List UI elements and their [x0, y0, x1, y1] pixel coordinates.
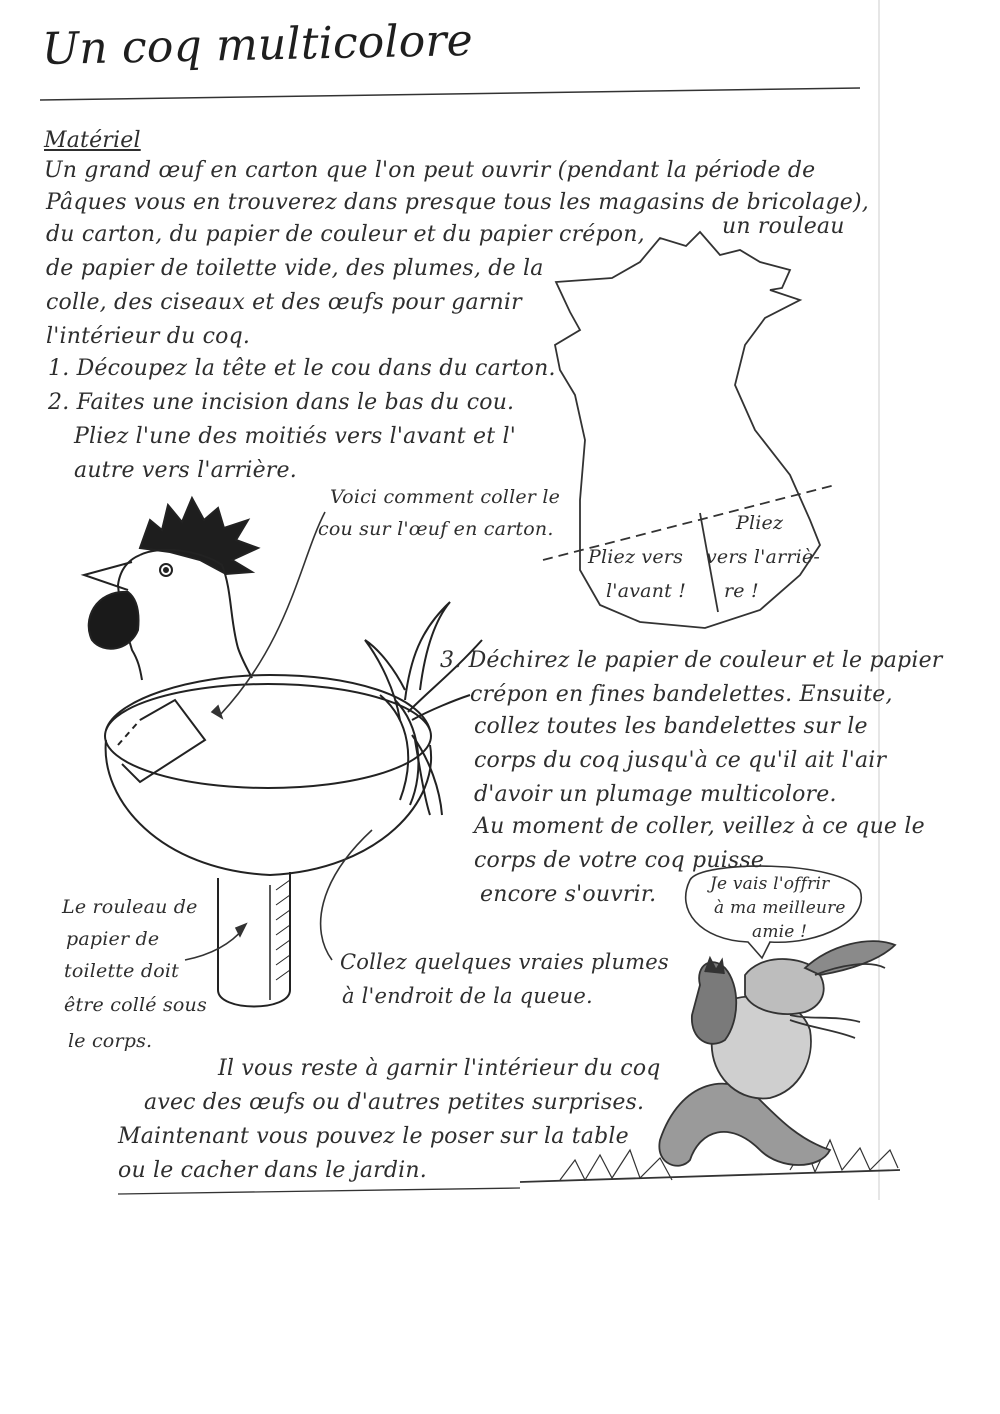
roll-line-2: papier de — [66, 928, 160, 950]
page-title: Un coq multicolore — [41, 14, 474, 75]
materiel-line-1: Un grand œuf en carton que l'on peut ouvrir (pendant la période de — [44, 158, 816, 183]
step-1: 1. Découpez la tête et le cou dans du carton. — [48, 356, 556, 381]
feathers-line-2: à l'endroit de la queue. — [342, 984, 593, 1008]
fold-forward-line-2: l'avant ! — [606, 580, 687, 602]
roll-line-1: Le rouleau de — [62, 896, 198, 918]
roll-line-4: être collé sous — [64, 994, 207, 1016]
fold-back-line-1: Pliez — [736, 512, 784, 534]
materiel-line-4: de papier de toilette vide, des plumes, de la — [46, 256, 544, 281]
fold-back-line-3: re ! — [724, 580, 759, 602]
materiel-line-2: Pâques vous en trouverez dans presque tous les magasins de bricolage), — [46, 190, 869, 215]
speech-line-2: à ma meilleure — [714, 898, 846, 918]
step-3-line-5: d'avoir un plumage multicolore. — [474, 782, 837, 807]
step-2-line-3: autre vers l'arrière. — [74, 458, 297, 483]
speech-line-1: Je vais l'offrir — [710, 874, 830, 894]
closing-line-2: avec des œufs ou d'autres petites surprises. — [144, 1090, 645, 1115]
step-3-line-8: encore s'ouvrir. — [480, 882, 657, 907]
step-2-line-2: Pliez l'une des moitiés vers l'avant et l' — [74, 424, 516, 449]
fold-back-line-2: vers l'arriè- — [706, 546, 820, 568]
step-2-line-1: 2. Faites une incision dans le bas du cou. — [48, 390, 515, 415]
speech-line-3: amie ! — [752, 922, 808, 942]
materiel-line-6: l'intérieur du coq. — [46, 324, 251, 349]
materiel-heading: Matériel — [44, 128, 141, 153]
materiel-line-5: colle, des ciseaux et des œufs pour garnir — [46, 290, 522, 315]
closing-line-3: Maintenant vous pouvez le poser sur la table — [118, 1124, 629, 1149]
feathers-line-1: Collez quelques vraies plumes — [340, 950, 669, 974]
step-3-line-4: corps du coq jusqu'à ce qu'il ait l'air — [474, 748, 887, 773]
step-3-line-6: Au moment de coller, veillez à ce que le — [474, 814, 925, 839]
step-3-line-7: corps de votre coq puisse — [474, 848, 765, 873]
step-3-line-2: crépon en fines bandelettes. Ensuite, — [470, 682, 893, 707]
closing-line-4: ou le cacher dans le jardin. — [118, 1158, 427, 1183]
glue-neck-line-1: Voici comment coller le — [330, 486, 561, 508]
step-3-line-1: 3. Déchirez le papier de couleur et le papier — [440, 648, 943, 673]
closing-line-1: Il vous reste à garnir l'intérieur du coq — [218, 1056, 661, 1081]
step-3-line-3: collez toutes les bandelettes sur le — [474, 714, 868, 739]
materiel-line-3b: un rouleau — [722, 214, 845, 239]
fold-forward-line-1: Pliez vers — [588, 546, 684, 568]
roll-line-5: le corps. — [68, 1030, 153, 1052]
roll-line-3: toilette doit — [64, 960, 179, 982]
glue-neck-line-2: cou sur l'œuf en carton. — [318, 518, 554, 540]
materiel-line-3: du carton, du papier de couleur et du papier crépon, — [46, 222, 645, 247]
